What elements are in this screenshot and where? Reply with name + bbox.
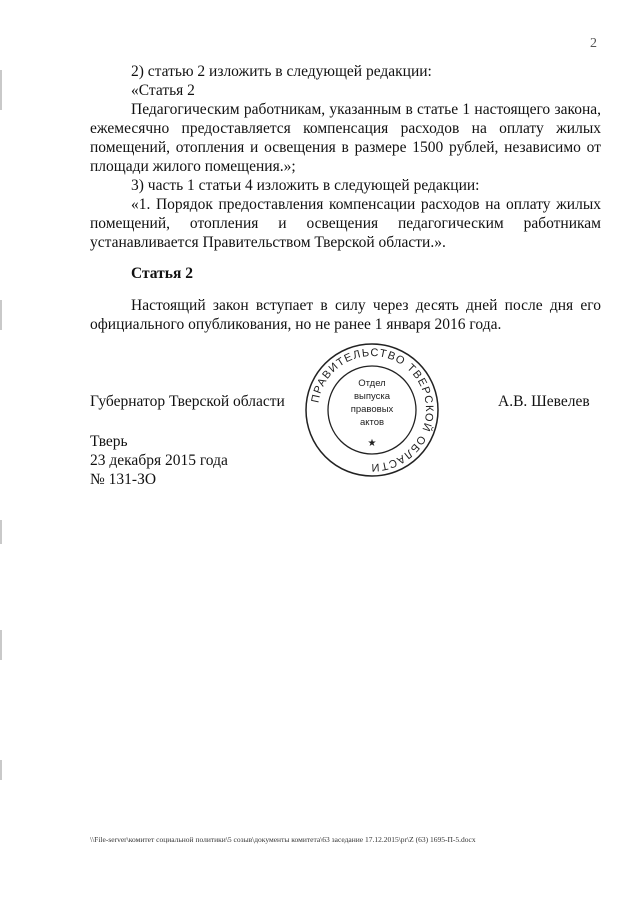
entry-into-force-line: Настоящий закон вступает в силу через десять дней после дня его — [131, 297, 601, 314]
law-number: № 131-ЗО — [90, 471, 157, 488]
item3-intro: 3) часть 1 статьи 4 изложить в следующей редакции: — [131, 177, 480, 194]
article2-text-line: помещений, отопления и освещения в размере 1500 рублей, независимо от — [90, 139, 601, 156]
stamp-star-icon: ★ — [367, 438, 377, 449]
item3-text-line: устанавливается Правительством Тверской области.». — [90, 234, 446, 251]
item3-text-line: «1. Порядок предоставления компенсации расходов на оплату жилых — [131, 196, 601, 213]
article2-text-line: площади жилого помещения.»; — [90, 158, 296, 175]
official-stamp — [302, 340, 442, 480]
stamp-center-line: правовых — [350, 404, 394, 415]
scan-edge-mark — [0, 630, 2, 660]
scan-edge-mark — [0, 300, 2, 330]
stamp-center-line: выпуска — [353, 391, 391, 402]
signing-date: 23 декабря 2015 года — [90, 452, 228, 469]
scan-edge-mark — [0, 70, 2, 110]
file-path-footer: \\File-server\комитет социальной политики\5 созыв\документы комитета\63 заседание 17.12.2015\pr\Z (63) 1695-П-5.docx — [90, 835, 476, 844]
item2-intro: 2) статью 2 изложить в следующей редакции: — [131, 63, 432, 80]
article2-text-line: ежемесячно предоставляется компенсация расходов на оплату жилых — [90, 120, 601, 137]
stamp-ring-text: ПРАВИТЕЛЬСТВО ТВЕРСКОЙ ОБЛАСТИ — [309, 346, 436, 474]
city: Тверь — [90, 433, 128, 450]
stamp-center-line: Отдел — [358, 378, 386, 389]
page-number: 2 — [590, 36, 597, 51]
scan-edge-mark — [0, 760, 2, 780]
article2-quote-title: «Статья 2 — [131, 82, 195, 99]
stamp-center-line: актов — [359, 417, 385, 428]
scan-edge-mark — [0, 520, 2, 544]
item3-text-line: помещений, отопления и освещения педагогическим работникам — [90, 215, 601, 232]
signature-name: А.В. Шевелев — [498, 393, 590, 410]
article2-text-line: Педагогическим работникам, указанным в статье 1 настоящего закона, — [131, 101, 601, 118]
signature-position: Губернатор Тверской области — [90, 393, 285, 410]
article2-heading: Статья 2 — [131, 265, 193, 282]
entry-into-force-line: официального опубликования, но не ранее 1 января 2016 года. — [90, 316, 502, 333]
